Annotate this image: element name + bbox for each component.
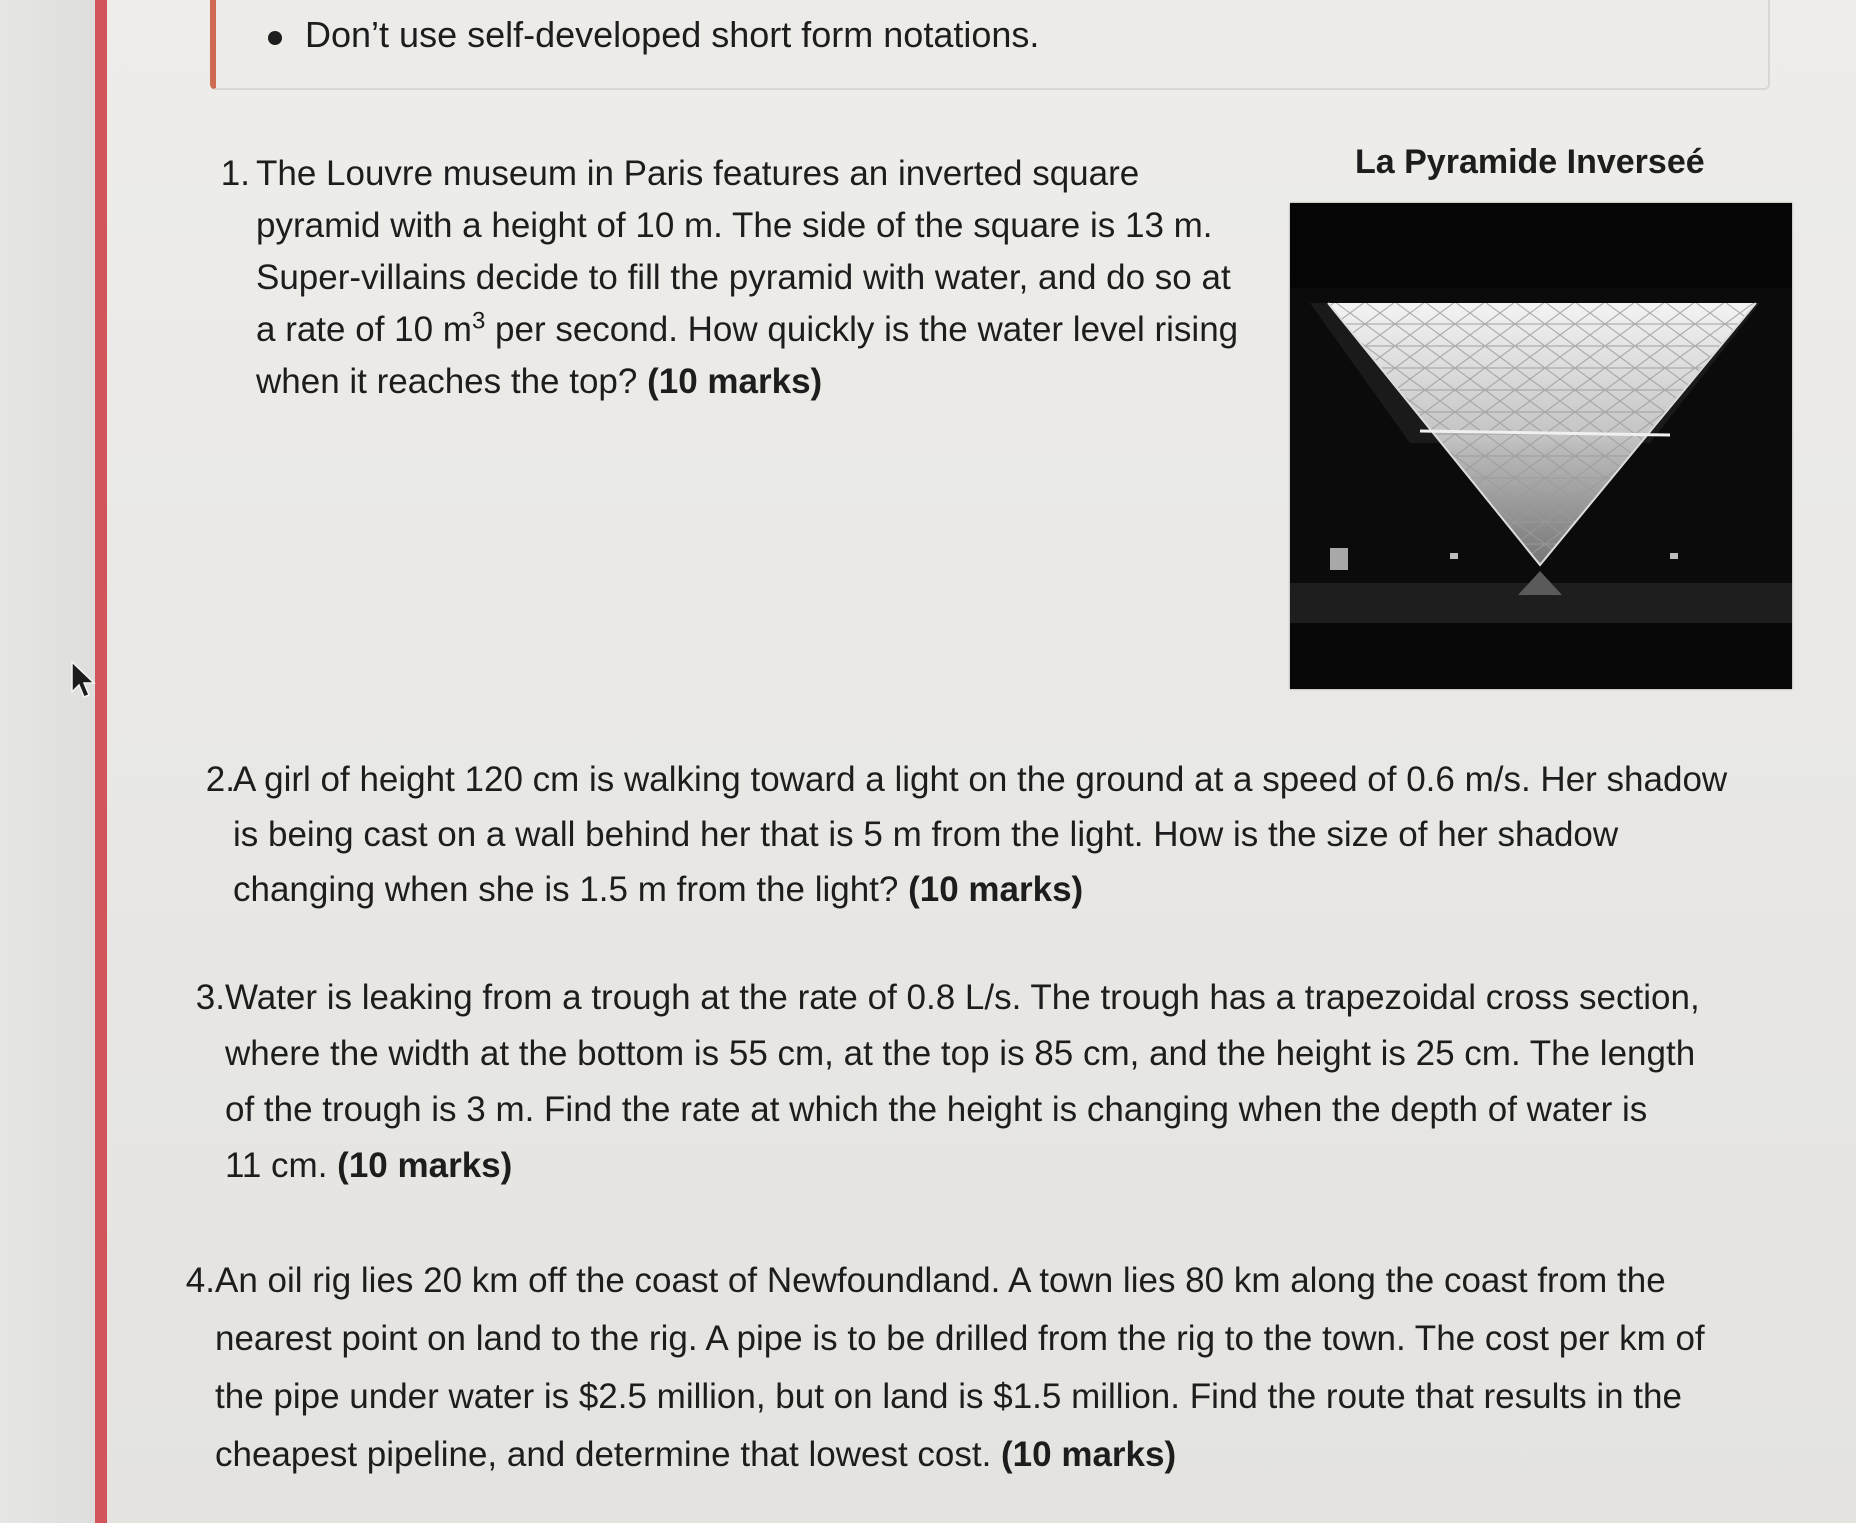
bullet-icon <box>268 31 282 45</box>
question-line-text: changing when she is 1.5 m from the light? <box>233 870 909 909</box>
question-line: where the width at the bottom is 55 cm, at the top is 85 cm, and the height is 25 cm. The length <box>225 1034 1696 1073</box>
figure-title: La Pyramide Inverseé <box>1355 143 1705 181</box>
question-line: Water is leaking from a trough at the rate of 0.8 L/s. The trough has a trapezoidal cross section, <box>225 978 1700 1017</box>
question-number: 2. <box>205 760 235 799</box>
question-2 <box>185 752 1795 922</box>
question-line-text: cheapest pipeline, and determine that lowest cost. <box>215 1435 1002 1474</box>
inverted-pyramid-photo <box>1290 203 1792 689</box>
question-text <box>215 1252 1705 1484</box>
instruction-text: Don’t use self-developed short form notations. <box>305 14 1040 55</box>
question-line <box>256 304 1238 356</box>
question-line: is being cast on a wall behind her that is 5 m from the light. How is the size of her shadow <box>233 815 1619 854</box>
question-line: The Louvre museum in Paris features an inverted square <box>256 154 1140 193</box>
mouse-pointer-icon <box>68 660 98 700</box>
question-line-text: 11 cm. <box>225 1146 338 1185</box>
margin-rule <box>95 0 107 1523</box>
cubic-exponent: 3 <box>471 307 486 335</box>
marks-label: (10 marks) <box>908 870 1084 909</box>
question-line <box>225 1138 1700 1194</box>
question-line: A girl of height 120 cm is walking toward a light on the ground at a speed of 0.6 m/s. Her shadow <box>233 760 1728 799</box>
rate-text-rest: per second. How quickly is the water level rising <box>485 310 1239 349</box>
question-line: pyramid with a height of 10 m. The side of the square is 13 m. <box>256 206 1213 245</box>
question-3 <box>175 970 1805 1200</box>
question-4 <box>165 1252 1825 1492</box>
question-text <box>225 970 1700 1194</box>
left-gutter <box>0 0 95 1523</box>
question-line <box>256 356 1238 408</box>
question-number: 4. <box>185 1261 215 1300</box>
question-line <box>215 1426 1705 1484</box>
rate-text: a rate of 10 m <box>256 310 472 349</box>
question-line-text: when it reaches the top? <box>256 362 648 401</box>
question-text <box>233 752 1727 917</box>
marks-label: (10 marks) <box>647 362 823 401</box>
marks-label: (10 marks) <box>337 1146 513 1185</box>
question-line <box>233 862 1727 917</box>
question-line: Super-villains decide to fill the pyramid with water, and do so at <box>256 258 1231 297</box>
question-line: An oil rig lies 20 km off the coast of Newfoundland. A town lies 80 km along the coast from the <box>215 1261 1666 1300</box>
question-number: 3. <box>195 978 225 1017</box>
question-line: of the trough is 3 m. Find the rate at which the height is changing when the depth of water is <box>225 1090 1648 1129</box>
question-number: 1. <box>220 154 250 193</box>
question-text <box>256 148 1238 408</box>
question-line: the pipe under water is $2.5 million, but on land is $1.5 million. Find the route that results in the <box>215 1377 1682 1416</box>
question-line: nearest point on land to the rig. A pipe is to be drilled from the rig to the town. The cost per km of <box>215 1319 1705 1358</box>
question-1 <box>200 148 1260 418</box>
marks-label: (10 marks) <box>1001 1435 1177 1474</box>
